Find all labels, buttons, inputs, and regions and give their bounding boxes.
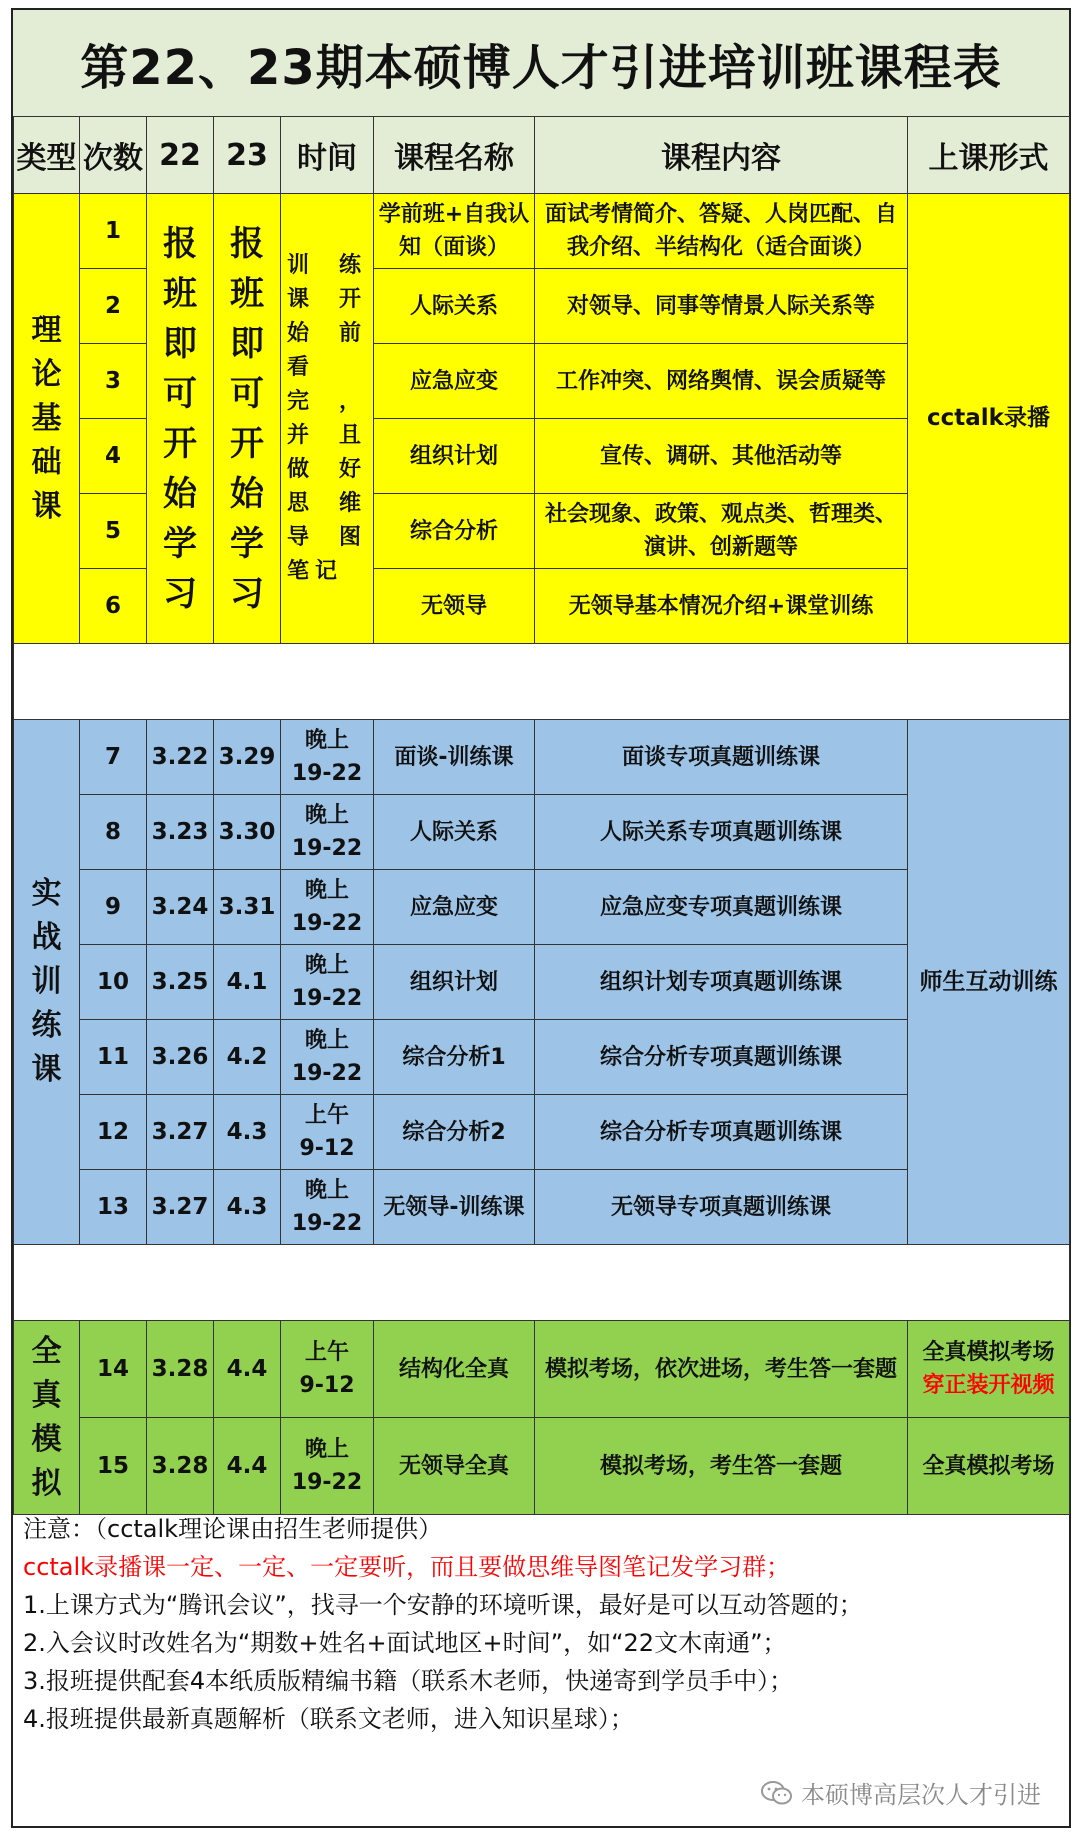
row-number: 1 — [80, 194, 147, 269]
notes-heading: 注意：（cctalk理论课由招生老师提供） — [23, 1515, 443, 1543]
mock-format: 全真模拟考场 — [908, 1418, 1070, 1515]
course-content: 面试考情简介、答疑、人岗匹配、自我介绍、半结构化（适合面谈） — [535, 194, 908, 269]
row-number: 14 — [80, 1321, 147, 1418]
date-22: 3.26 — [147, 1020, 214, 1095]
course-content: 无领导基本情况介绍+课堂训练 — [535, 569, 908, 644]
course-name: 学前班+自我认知（面谈） — [374, 194, 535, 269]
type-practice: 实 战 训 练 课 — [14, 720, 80, 1245]
row-number: 13 — [80, 1170, 147, 1245]
date-23: 4.4 — [214, 1418, 281, 1515]
course-content: 对领导、同事等情景人际关系等 — [535, 269, 908, 344]
session-time: 上午 9-12 — [281, 1321, 374, 1418]
wechat-icon — [761, 1780, 793, 1806]
course-content: 应急应变专项真题训练课 — [535, 870, 908, 945]
course-name: 综合分析1 — [374, 1020, 535, 1095]
course-name: 人际关系 — [374, 795, 535, 870]
row-number: 7 — [80, 720, 147, 795]
course-name: 应急应变 — [374, 870, 535, 945]
watermark — [761, 1775, 1041, 1810]
course-content: 宣传、调研、其他活动等 — [535, 419, 908, 494]
date-22: 3.28 — [147, 1418, 214, 1515]
row-number: 8 — [80, 795, 147, 870]
date-23: 3.29 — [214, 720, 281, 795]
note-item: 2.入会议时改姓名为“期数+姓名+面试地区+时间”，如“22文木南通”； — [23, 1629, 787, 1657]
course-content: 面谈专项真题训练课 — [535, 720, 908, 795]
course-content: 综合分析专项真题训练课 — [535, 1020, 908, 1095]
notes-section — [13, 1510, 1069, 1738]
row-number: 6 — [80, 569, 147, 644]
session-time: 晚上 19-22 — [281, 870, 374, 945]
row-number: 15 — [80, 1418, 147, 1515]
course-name: 人际关系 — [374, 269, 535, 344]
note-item: 1.上课方式为“腾讯会议”，找寻一个安静的环境听课，最好是可以互动答题的； — [23, 1591, 863, 1619]
header-22: 22 — [147, 117, 214, 194]
date-23: 4.3 — [214, 1095, 281, 1170]
course-content: 组织计划专项真题训练课 — [535, 945, 908, 1020]
date-22: 3.27 — [147, 1170, 214, 1245]
notes-highlight: cctalk录播课一定、一定、一定要听，而且要做思维导图笔记发学习群； — [23, 1553, 791, 1581]
header-format: 上课形式 — [908, 117, 1070, 194]
course-content: 无领导专项真题训练课 — [535, 1170, 908, 1245]
header-time: 时间 — [281, 117, 374, 194]
course-name: 无领导-训练课 — [374, 1170, 535, 1245]
session-time: 晚上 19-22 — [281, 1418, 374, 1515]
header-type: 类型 — [14, 117, 80, 194]
course-name: 无领导全真 — [374, 1418, 535, 1515]
row-number: 4 — [80, 419, 147, 494]
type-mock: 全 真 模 拟 — [14, 1321, 80, 1515]
theory-time-note: 训练课开始前看完，并且做好思维导图笔记 — [281, 194, 374, 644]
dress-code-note: 穿正装开视频 — [922, 1373, 1055, 1398]
course-name: 无领导 — [374, 569, 535, 644]
table-row — [14, 1321, 1070, 1418]
course-content: 模拟考场，考生答一套题 — [535, 1418, 908, 1515]
course-name: 组织计划 — [374, 945, 535, 1020]
watermark-text: 本硕博高层次人才引进 — [801, 1781, 1041, 1809]
practice-format: 师生互动训练 — [908, 720, 1070, 1245]
course-name: 综合分析2 — [374, 1095, 535, 1170]
course-name: 综合分析 — [374, 494, 535, 569]
row-number: 9 — [80, 870, 147, 945]
table-row — [14, 720, 1070, 795]
date-22: 3.25 — [147, 945, 214, 1020]
row-number: 11 — [80, 1020, 147, 1095]
row-number: 10 — [80, 945, 147, 1020]
header-23: 23 — [214, 117, 281, 194]
spacer-row — [14, 644, 1070, 720]
course-content: 社会现象、政策、观点类、哲理类、演讲、创新题等 — [535, 494, 908, 569]
date-23: 4.3 — [214, 1170, 281, 1245]
start-note-22: 报 班 即 可 开 始 学 习 — [147, 194, 214, 644]
course-name: 应急应变 — [374, 344, 535, 419]
session-time: 晚上 19-22 — [281, 1020, 374, 1095]
session-time: 晚上 19-22 — [281, 1170, 374, 1245]
course-name: 组织计划 — [374, 419, 535, 494]
course-name: 结构化全真 — [374, 1321, 535, 1418]
date-23: 4.1 — [214, 945, 281, 1020]
row-number: 12 — [80, 1095, 147, 1170]
start-note-23: 报 班 即 可 开 始 学 习 — [214, 194, 281, 644]
session-time: 晚上 19-22 — [281, 720, 374, 795]
note-item: 3.报班提供配套4本纸质版精编书籍（联系木老师，快递寄到学员手中）； — [23, 1667, 794, 1695]
header-course-content: 课程内容 — [535, 117, 908, 194]
session-time: 晚上 19-22 — [281, 945, 374, 1020]
course-content: 模拟考场，依次进场，考生答一套题 — [535, 1321, 908, 1418]
row-number: 3 — [80, 344, 147, 419]
session-time: 上午 9-12 — [281, 1095, 374, 1170]
date-22: 3.23 — [147, 795, 214, 870]
type-theory: 理 论 基 础 课 — [14, 194, 80, 644]
header-course-name: 课程名称 — [374, 117, 535, 194]
course-name: 面谈-训练课 — [374, 720, 535, 795]
note-item: 4.报班提供最新真题解析（联系文老师，进入知识星球）； — [23, 1705, 634, 1733]
date-23: 3.30 — [214, 795, 281, 870]
table-row — [14, 194, 1070, 269]
schedule-table — [13, 116, 1070, 1515]
date-23: 4.4 — [214, 1321, 281, 1418]
date-23: 4.2 — [214, 1020, 281, 1095]
mock-format: 全真模拟考场 穿正装开视频 — [908, 1321, 1070, 1418]
schedule-sheet — [11, 8, 1071, 1828]
table-row — [14, 1418, 1070, 1515]
row-number: 5 — [80, 494, 147, 569]
header-row — [14, 117, 1070, 194]
course-content: 工作冲突、网络舆情、误会质疑等 — [535, 344, 908, 419]
date-22: 3.27 — [147, 1095, 214, 1170]
date-22: 3.22 — [147, 720, 214, 795]
session-time: 晚上 19-22 — [281, 795, 374, 870]
row-number: 2 — [80, 269, 147, 344]
header-count: 次数 — [80, 117, 147, 194]
page-title: 第22、23期本硕博人才引进培训班课程表 — [13, 10, 1069, 118]
date-22: 3.24 — [147, 870, 214, 945]
course-content: 人际关系专项真题训练课 — [535, 795, 908, 870]
spacer-row — [14, 1245, 1070, 1321]
date-22: 3.28 — [147, 1321, 214, 1418]
date-23: 3.31 — [214, 870, 281, 945]
course-content: 综合分析专项真题训练课 — [535, 1095, 908, 1170]
theory-format: cctalk录播 — [908, 194, 1070, 644]
